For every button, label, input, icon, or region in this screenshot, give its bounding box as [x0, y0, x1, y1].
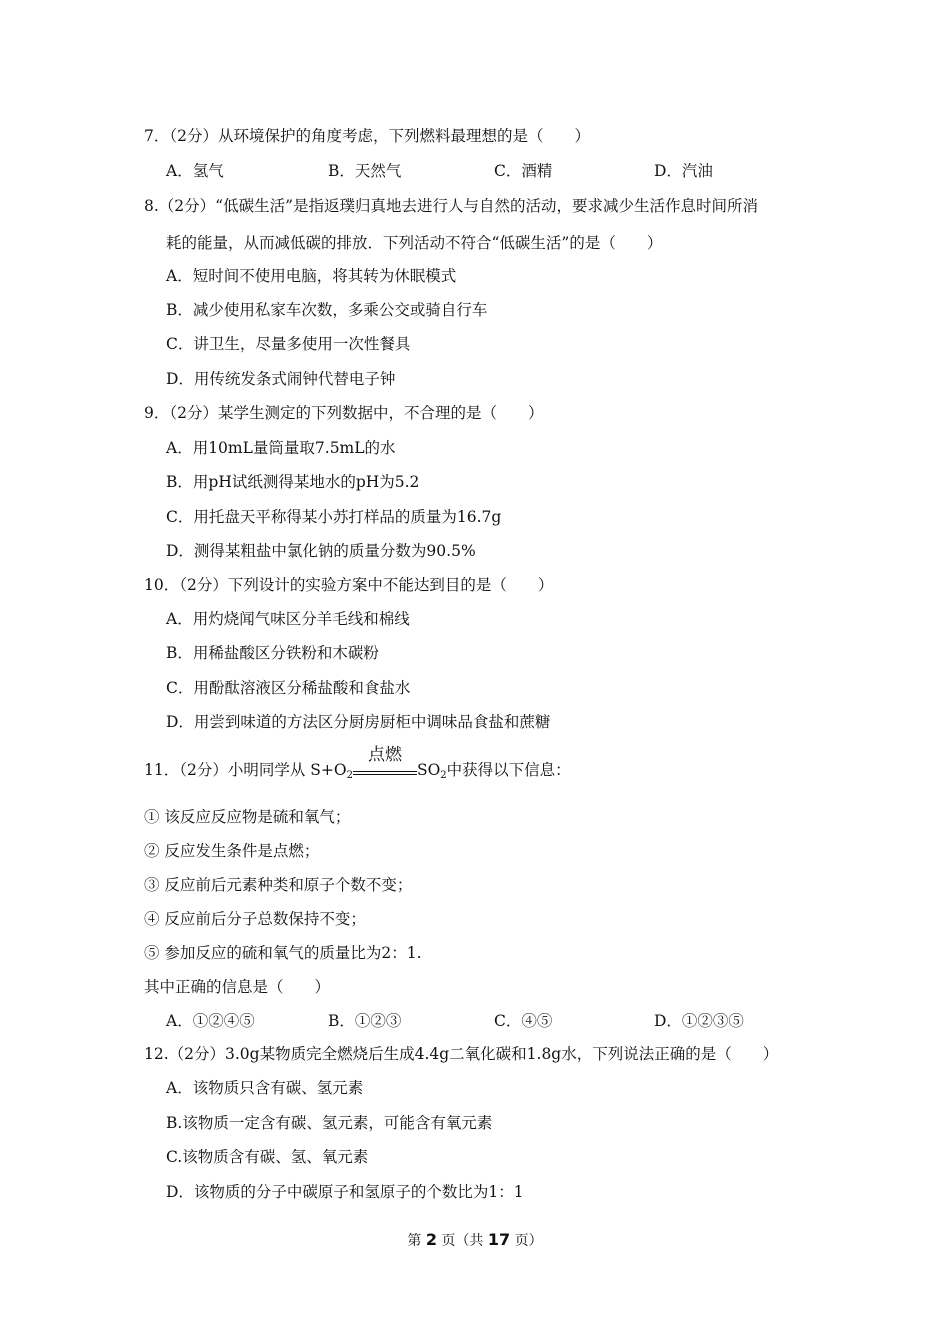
question-8-option-b: B．减少使用私家车次数，多乘公交或骑自行车	[166, 301, 488, 319]
question-11-stem-suffix: 中获得以下信息：	[446, 761, 571, 779]
question-10-option-d: D．用尝到味道的方法区分厨房厨柜中调味品食盐和蔗糖	[166, 713, 551, 731]
footer-page-number: 2	[425, 1230, 437, 1249]
so2-subscript: 2	[440, 770, 447, 781]
page-footer	[0, 1230, 950, 1251]
question-11-info-3: ③ 反应前后元素种类和原子个数不变；	[144, 876, 413, 894]
question-8-option-c: C．讲卫生，尽量多使用一次性餐具	[166, 335, 411, 353]
question-9-option-a: A．用10mL量筒量取7.5mL的水	[166, 439, 396, 457]
question-11-question: 其中正确的信息是（ ）	[144, 978, 331, 996]
question-8-stem-line1: 8.（2分）“低碳生活”是指返璞归真地去进行人与自然的活动，要求减少生活作息时间所消	[144, 197, 759, 215]
question-10-stem: 10．（2分）下列设计的实验方案中不能达到目的是（ ）	[144, 576, 554, 594]
question-12-option-c: C.该物质含有碳、氢、氧元素	[166, 1148, 369, 1166]
option-d: D．汽油	[654, 162, 713, 180]
question-9-stem: 9．（2分）某学生测定的下列数据中，不合理的是（ ）	[144, 404, 544, 422]
o2-subscript: 2	[346, 770, 353, 781]
option-c: C．④⑤	[494, 1012, 553, 1030]
question-8-option-a: A．短时间不使用电脑，将其转为休眠模式	[166, 267, 457, 285]
option-c: C．酒精	[494, 162, 553, 180]
question-11-info-4: ④ 反应前后分子总数保持不变；	[144, 910, 366, 928]
reaction-arrow	[353, 745, 417, 781]
reaction-condition: 点燃	[367, 745, 402, 765]
option-b: B．天然气	[328, 162, 402, 180]
question-12-option-a: A．该物质只含有碳、氢元素	[166, 1079, 364, 1097]
question-10-option-c: C．用酚酞溶液区分稀盐酸和食盐水	[166, 679, 411, 697]
footer-middle: 页（共	[441, 1233, 484, 1249]
question-9-option-b: B．用pH试纸测得某地水的pH为5.2	[166, 473, 420, 491]
question-9-option-c: C．用托盘天平称得某小苏打样品的质量为16.7g	[166, 508, 502, 526]
question-11-info-1: ① 该反应反应物是硫和氧气；	[144, 808, 351, 826]
reaction-product: SO	[416, 761, 441, 779]
question-10-option-a: A．用灼烧闻气味区分羊毛线和棉线	[166, 610, 410, 628]
footer-total-pages: 17	[487, 1230, 511, 1249]
question-8-option-d: D．用传统发条式闹钟代替电子钟	[166, 370, 396, 388]
footer-prefix: 第	[407, 1233, 422, 1249]
option-a: A．①②④⑤	[166, 1012, 255, 1030]
question-12-option-d: D．该物质的分子中碳原子和氢原子的个数比为1：1	[166, 1183, 524, 1201]
question-10-option-b: B．用稀盐酸区分铁粉和木碳粉	[166, 644, 379, 662]
option-a: A．氢气	[166, 162, 224, 180]
question-7-stem: 7．（2分）从环境保护的角度考虑，下列燃料最理想的是（ ）	[144, 127, 590, 145]
question-11-stem-prefix: 11．（2分）小明同学从 S+O	[144, 761, 347, 779]
question-12-stem: 12.（2分）3.0g某物质完全燃烧后生成4.4g二氧化碳和1.8g水，下列说法正确的是（ ）	[144, 1045, 779, 1063]
question-9-option-d: D．测得某粗盐中氯化钠的质量分数为90.5%	[166, 542, 476, 560]
question-11-stem	[144, 745, 571, 781]
question-11-info-5: ⑤ 参加反应的硫和氧气的质量比为2：1.	[144, 944, 422, 962]
option-b: B．①②③	[328, 1012, 402, 1030]
question-8-stem-line2: 耗的能量，从而减低碳的排放．下列活动不符合“低碳生活”的是（ ）	[166, 234, 663, 252]
question-12-option-b: B.该物质一定含有碳、氢元素，可能含有氧元素	[166, 1114, 493, 1132]
option-d: D．①②③⑤	[654, 1012, 744, 1030]
footer-suffix: 页）	[514, 1233, 543, 1249]
question-11-info-2: ② 反应发生条件是点燃；	[144, 842, 320, 860]
